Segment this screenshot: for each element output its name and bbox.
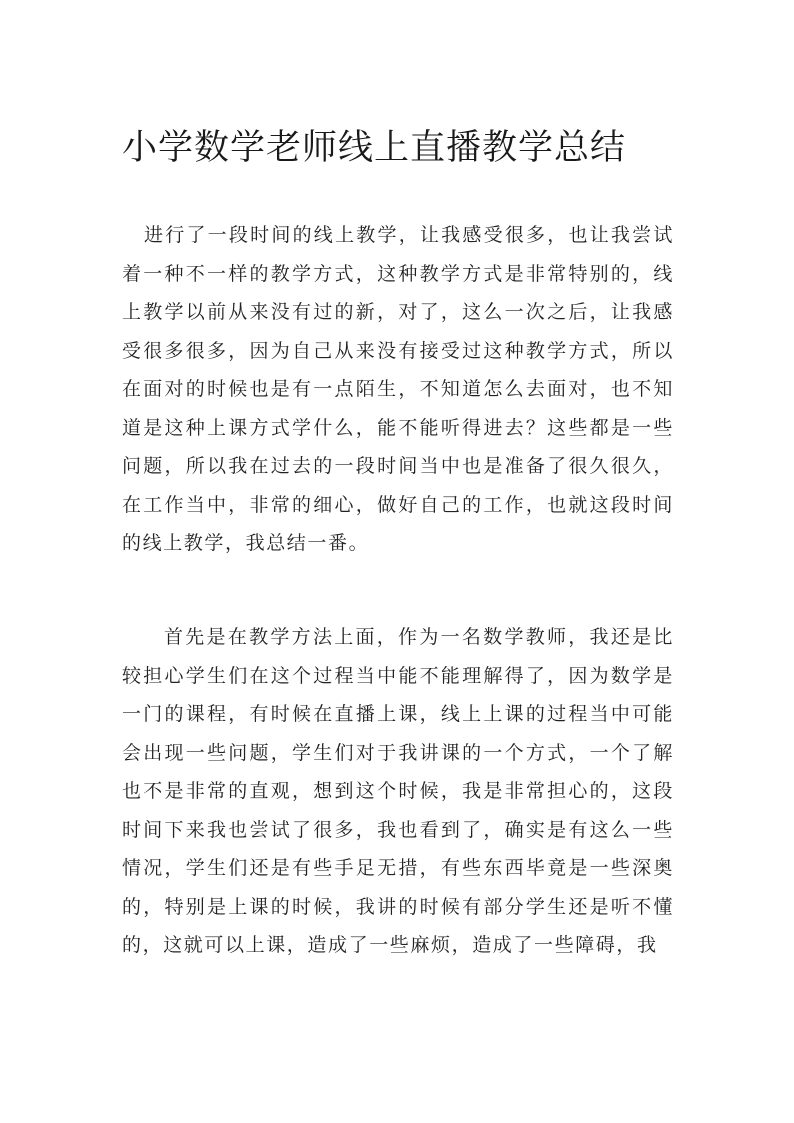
paragraph-1: 进行了一段时间的线上教学，让我感受很多，也让我尝试着一种不一样的教学方式，这种教学方式是非常特别的，线上教学以前从来没有过的新，对了，这么一次之后，让我感受很多很多，因为自己从来没有接受过这种教学方式，所以在面对的时候也是有一点陌生，不知道怎么去面对，也不知道是这种上课方式学什么，能不能听得进去？这些都是一些问题，所以我在过去的一段时间当中也是准备了很久很久，在工作当中，非常的细心，做好自己的工作，也就这段时间的线上教学，我总结一番。 [122, 224, 674, 554]
document-title: 小学数学老师线上直播教学总结 [122, 128, 627, 168]
paragraph-2: 首先是在教学方法上面，作为一名数学教师，我还是比较担心学生们在这个过程当中能不能理解得了，因为数学是一门的课程，有时候在直播上课，线上上课的过程当中可能会出现一些问题，学生们对于我讲课的一个方式，一个了解也不是非常的直观，想到这个时候，我是非常担心的，这段时间下来我也尝试了很多，我也看到了，确实是有这么一些情况，学生们还是有些手足无措，有些东西毕竟是一些深奥的，特别是上课的时候，我讲的时候有部分学生还是听不懂的，这就可以上课，造成了一些麻烦，造成了一些障碍，我 [122, 626, 674, 956]
